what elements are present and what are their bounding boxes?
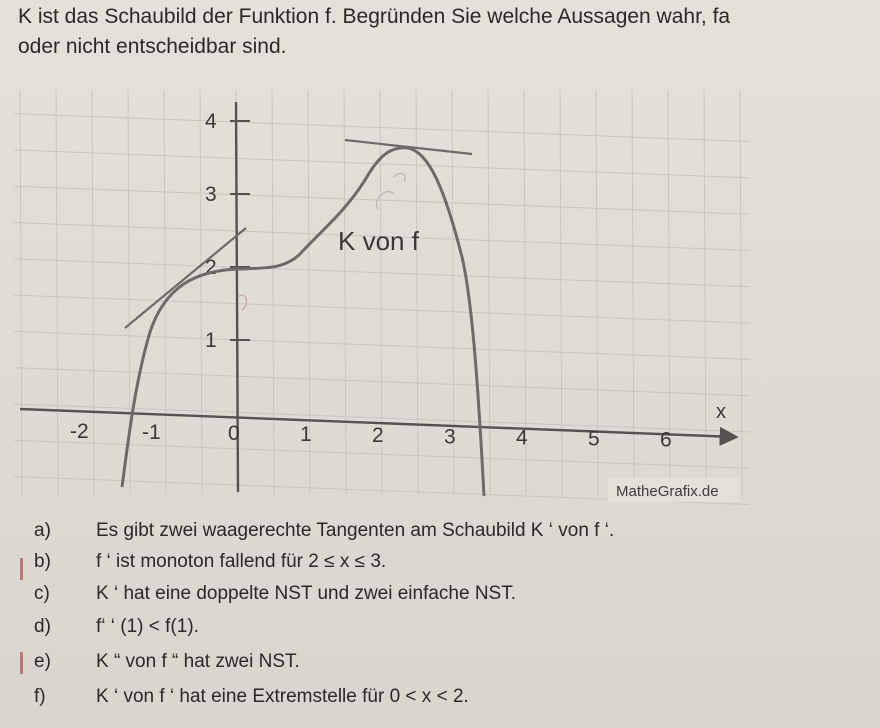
x-axis-label: x (716, 401, 726, 423)
x-tick-label: 3 (444, 425, 456, 449)
x-tick-label: 6 (660, 428, 672, 452)
grid-line-horizontal (14, 295, 750, 323)
y-tick-label: 3 (205, 183, 217, 206)
grid-line-vertical (704, 90, 706, 494)
grid-line-vertical (740, 90, 742, 494)
grid-line-horizontal (14, 368, 750, 396)
statement-letter: d) (34, 616, 51, 637)
x-tick-label: 0 (228, 422, 240, 445)
margin-mark (20, 652, 23, 674)
y-tick-label: 4 (205, 110, 217, 133)
grid-line-horizontal (14, 259, 750, 287)
grid-line-horizontal (14, 186, 750, 214)
tangent-line-left (125, 228, 246, 328)
x-tick-label: -2 (70, 419, 89, 443)
x-tick-label: 4 (516, 426, 528, 450)
x-tick-label: -1 (142, 420, 161, 444)
function-graph (0, 82, 770, 512)
statement-letter: a) (34, 520, 51, 541)
x-tick-label: 5 (588, 427, 600, 451)
statement-letter: b) (34, 551, 51, 572)
grid-line-vertical (560, 90, 562, 494)
grid-line-vertical (200, 90, 202, 494)
statement-text: K ‘ von f ‘ hat eine Extremstelle für 0 < x < 2. (96, 686, 469, 707)
x-tick-label: 2 (372, 424, 384, 448)
grid-line-vertical (488, 90, 490, 494)
statement-letter: f) (34, 686, 46, 707)
watermark: MatheGrafix.de (616, 483, 719, 500)
grid-line-vertical (56, 90, 58, 494)
statement-text: K ‘ hat eine doppelte NST und zwei einfache NST. (96, 583, 517, 604)
statement-text: K “ von f “ hat zwei NST. (96, 651, 300, 672)
grid-line-vertical (92, 90, 94, 494)
pencil-scribble (238, 295, 246, 310)
statement-letter: c) (34, 583, 50, 604)
statement-text: Es gibt zwei waagerechte Tangenten am Schaubild K ‘ von f ‘. (96, 520, 615, 541)
margin-mark (20, 558, 23, 580)
statement-letter: e) (34, 651, 51, 672)
y-tick-label: 2 (205, 256, 217, 279)
grid-line-horizontal (14, 331, 750, 359)
x-tick-label: 1 (300, 423, 312, 447)
curve-label: K von f (338, 226, 419, 256)
graph-svg (0, 82, 770, 512)
y-tick-label: 1 (205, 329, 217, 352)
grid-line-horizontal (14, 150, 750, 178)
task-line-2: oder nicht entscheidbar sind. (18, 35, 287, 58)
grid-line-vertical (164, 90, 166, 494)
statement-text: f ‘ ist monoton fallend für 2 ≤ x ≤ 3. (96, 551, 387, 572)
task-line-1: K ist das Schaubild der Funktion f. Begründen Sie welche Aussagen wahr, fa (18, 5, 731, 28)
grid-line-vertical (272, 90, 274, 494)
statement-text: f‘ ‘ (1) < f(1). (96, 616, 199, 637)
grid-line-horizontal (14, 114, 750, 142)
grid-line-vertical (344, 90, 346, 494)
